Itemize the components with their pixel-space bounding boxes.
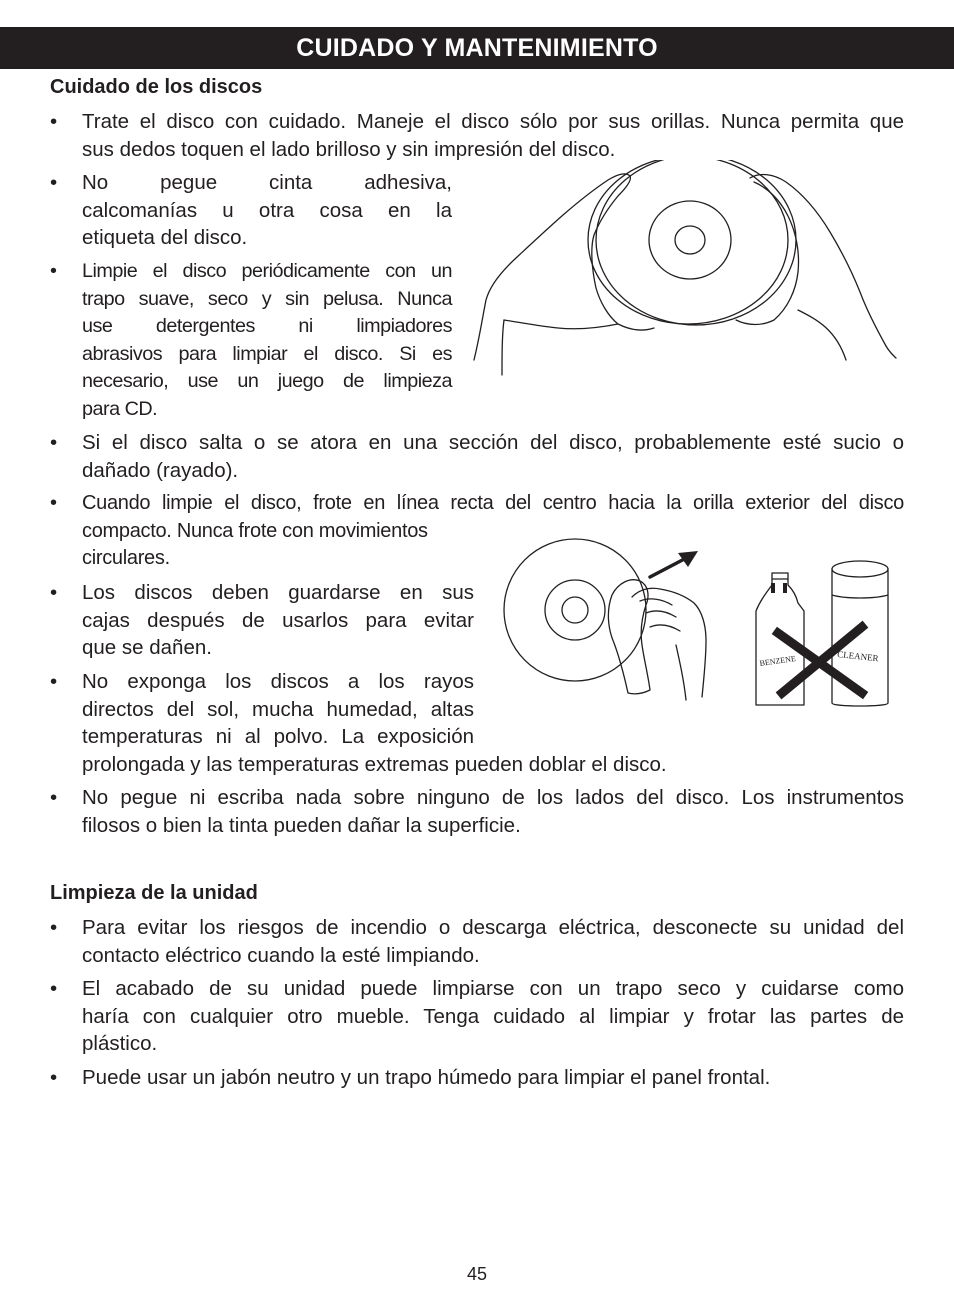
section-heading-disc-care: Cuidado de los discos bbox=[50, 76, 263, 98]
benzene-bottle-neck-mark bbox=[783, 583, 787, 593]
section-heading-unit-cleaning: Limpieza de la unidad bbox=[50, 882, 258, 904]
page-title: CUIDADO Y MANTENIMIENTO bbox=[296, 34, 658, 62]
text-line: temperaturas ni al polvo. La exposición bbox=[82, 725, 474, 748]
right-wrist bbox=[798, 310, 846, 360]
cleaner-can-body bbox=[832, 569, 888, 706]
text-line: directos del sol, mucha humedad, altas bbox=[82, 697, 474, 721]
text-line: Cuando limpie el disco, frote en línea recta del centro hacia la orilla exterior del disco bbox=[82, 492, 904, 514]
disc-center-hole bbox=[675, 226, 705, 254]
text-line: Para evitar los riesgos de incendio o descarga eléctrica, desconecte su unidad del bbox=[82, 916, 904, 939]
text-line: No exponga los discos a los rayos bbox=[82, 670, 474, 693]
text-line: Puede usar un jabón neutro y un trapo húmedo para limpiar el panel frontal. bbox=[82, 1066, 771, 1089]
text-line: Los discos deben guardarse en sus bbox=[82, 581, 474, 604]
cleaner-can-top bbox=[832, 561, 888, 577]
text-line: dañado (rayado). bbox=[82, 458, 239, 482]
text-line: Limpie el disco periódicamente con un bbox=[82, 260, 452, 282]
disc-center-hole bbox=[562, 597, 588, 623]
text-line: No pegue cinta adhesiva, bbox=[82, 171, 452, 194]
text-line: use detergentes ni limpiadores bbox=[82, 315, 452, 337]
wiping-hand bbox=[632, 588, 706, 697]
disc-label-ring bbox=[649, 201, 731, 279]
right-fingers bbox=[736, 182, 799, 325]
text-line: haría con cualquier otro mueble. Tenga cuidado al limpiar y frotar las partes de bbox=[82, 1004, 904, 1028]
benzene-label: BENZENE bbox=[759, 653, 797, 668]
text-line: prolongada y las temperaturas extremas pueden doblar el disco. bbox=[82, 752, 667, 776]
text-line: etiqueta del disco. bbox=[82, 226, 248, 249]
left-thumb bbox=[618, 324, 654, 330]
text-line: contacto eléctrico cuando la esté limpiando. bbox=[82, 943, 480, 967]
text-line: Si el disco salta o se atora en una sección del disco, probablemente esté sucio o bbox=[82, 431, 904, 454]
wiping-hand-wrist bbox=[676, 645, 686, 700]
text-line: abrasivos para limpiar el disco. Si es bbox=[82, 342, 452, 365]
text-line: plástico. bbox=[82, 1032, 158, 1055]
text-line: necesario, use un juego de limpieza bbox=[82, 370, 452, 392]
bullet-dot: • bbox=[50, 916, 58, 939]
cleaner-label: CLEANER bbox=[836, 649, 880, 664]
text-line: que se dañen. bbox=[82, 636, 212, 659]
bullet-dot: • bbox=[50, 1066, 58, 1089]
cleaning-chemicals-illustration bbox=[750, 555, 895, 710]
hands-holding-disc-illustration bbox=[468, 160, 908, 380]
left-wrist bbox=[502, 320, 504, 375]
bullet-dot: • bbox=[50, 431, 58, 454]
text-line: sus dedos toquen el lado brilloso y sin impresión del disco. bbox=[82, 137, 616, 161]
text-line: cajas después de usarlos para evitar bbox=[82, 608, 474, 632]
bullet-dot: • bbox=[50, 581, 58, 604]
disc-label-ring bbox=[545, 580, 605, 640]
bullet-dot: • bbox=[50, 492, 57, 514]
bullet-dot: • bbox=[50, 670, 58, 693]
bullet-dot: • bbox=[50, 260, 57, 282]
right-hand bbox=[750, 175, 896, 358]
text-line: El acabado de su unidad puede limpiarse con un trapo seco y cuidarse como bbox=[82, 977, 904, 1000]
section-header-bar bbox=[0, 27, 954, 69]
bullet-dot: • bbox=[50, 977, 58, 1000]
benzene-bottle-neck-mark bbox=[771, 583, 775, 593]
text-line: calcomanías u otra cosa en la bbox=[82, 198, 452, 222]
cleaning-cloth bbox=[608, 580, 650, 694]
disc-outer-edge bbox=[504, 539, 646, 681]
text-line: compacto. Nunca frote con movimientos bbox=[82, 519, 428, 542]
disc-outer-edge bbox=[596, 160, 796, 325]
bullet-dot: • bbox=[50, 110, 58, 133]
text-line: para CD. bbox=[82, 397, 158, 420]
text-line: filosos o bien la tinta pueden dañar la superficie. bbox=[82, 813, 521, 837]
text-line: trapo suave, seco y sin pelusa. Nunca bbox=[82, 287, 452, 310]
bullet-dot: • bbox=[50, 171, 58, 194]
disc-wiping-illustration bbox=[500, 535, 710, 705]
text-line: circulares. bbox=[82, 547, 170, 569]
page-number: 45 bbox=[466, 1264, 488, 1284]
text-line: Trate el disco con cuidado. Maneje el disco sólo por sus orillas. Nunca permita que bbox=[82, 110, 904, 133]
bullet-dot: • bbox=[50, 786, 58, 809]
text-line: No pegue ni escriba nada sobre ninguno de los lados del disco. Los instrumentos bbox=[82, 786, 904, 809]
cleaner-can-band bbox=[832, 595, 888, 598]
